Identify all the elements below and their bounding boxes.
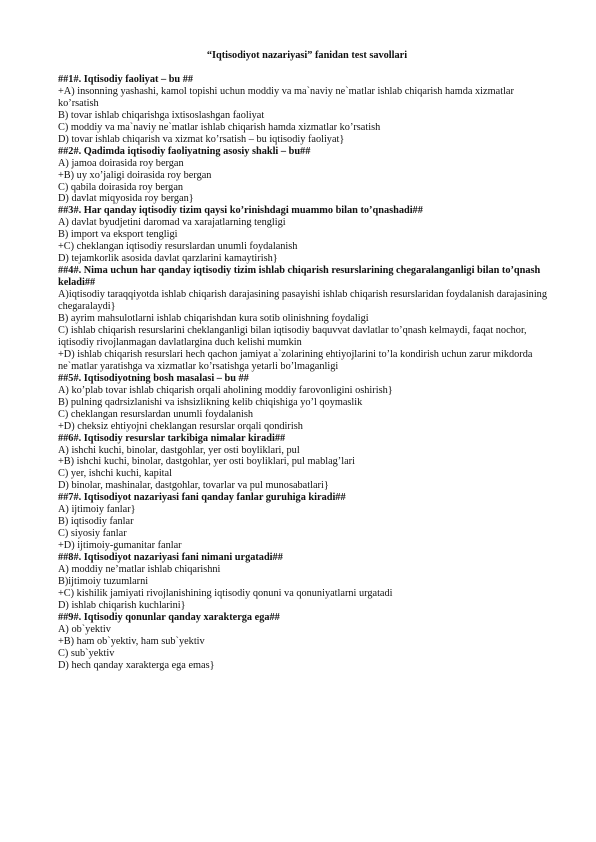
- answer-option: B) ayrim mahsulotlarni ishlab chiqarishdan kura sotib olinishning foydaligi: [58, 313, 369, 325]
- answer-option: +D) ijtimoiy-gumanitar fanlar: [58, 540, 182, 552]
- answer-option: +C) cheklangan iqtisodiy resurslardan unumli foydalanish: [58, 241, 298, 253]
- answer-option: A) davlat byudjetini daromad va xarajatlarning tengligi: [58, 217, 286, 229]
- answer-option: B)ijtimoiy tuzumlarni: [58, 575, 149, 587]
- question-block: [58, 552, 556, 612]
- answer-option: B) import va eksport tengligi: [58, 229, 178, 241]
- answer-option: A) moddiy ne’matlar ishlab chiqarishni: [58, 564, 221, 576]
- question-text: ##1#. Iqtisodiy faoliyat – bu ##: [58, 73, 194, 85]
- page-title: “Iqtisodiyot nazariyasi” fanidan test savollari: [206, 50, 408, 61]
- answer-option: A)iqtisodiy taraqqiyotda ishlab chiqarish darajasining pasayishi ishlab chiqarish resurslaridan foydalanish darajasining chegaralaydi}: [58, 289, 547, 313]
- question-block: [58, 433, 556, 493]
- question-block: [58, 492, 556, 552]
- answer-option: +B) ham ob`yektiv, ham sub`yektiv: [58, 635, 205, 647]
- answer-option: +B) uy xo’jaligi doirasida roy bergan: [58, 169, 212, 181]
- answer-option: +A) insonning yashashi, kamol topishi uchun moddiy va ma`naviy ne`matlar ishlab chiqarish hamda xizmatlar ko’rsatish: [58, 85, 514, 109]
- answer-option: C) yer, ishchi kuchi, kapital: [58, 468, 172, 480]
- question-text: ##3#. Har qanday iqtisodiy tizim qaysi ko’rinishdagi muammo bilan to’qnashadi##: [58, 205, 423, 217]
- answer-option: D) tovar ishlab chiqarish va xizmat ko’rsatish – bu iqtisodiy faoliyat}: [58, 133, 345, 145]
- question-text: ##7#. Iqtisodiyot nazariyasi fani qanday fanlar guruhiga kiradi##: [58, 492, 346, 504]
- answer-option: +B) ishchi kuchi, binolar, dastgohlar, yer osti boyliklari, pul mablag’lari: [58, 456, 355, 468]
- question-text: ##4#. Nima uchun har qanday iqtisodiy tizim ishlab chiqarish resurslarining chegaralanganligi bilan to’qnash keladi##: [58, 265, 541, 289]
- answer-option: +D) ishlab chiqarish resurslari hech qachon jamiyat a`zolarining ehtiyojlarini to’la kondirish uchun zarur mikdorda ne`matlar yaratishga va xizmatlar ko’rsatishga yetarli bo’lmaganligi: [58, 348, 533, 372]
- answer-option: A) ob`yektiv: [58, 623, 111, 635]
- answer-option: C) ishlab chiqarish resurslarini cheklanganligi bilan iqtisodiy baquvvat davlatlar to’qnash kelmaydi, faqat nochor, iqtisodiy rivojlanmagan davlatlargina duch kelishi mumkin: [58, 324, 527, 348]
- answer-option: +C) kishilik jamiyati rivojlanishining iqtisodiy qonuni va qonuniyatlarni urgatadi: [58, 587, 393, 599]
- answer-option: A) ishchi kuchi, binolar, dastgohlar, yer osti boyliklari, pul: [58, 444, 300, 456]
- answer-option: D) tejamkorlik asosida davlat qarzlarini kamaytirish}: [58, 253, 278, 265]
- question-block: [58, 205, 556, 265]
- question-text: ##8#. Iqtisodiyot nazariyasi fani nimani urgatadi##: [58, 552, 283, 564]
- answer-option: D) binolar, mashinalar, dastgohlar, tovarlar va pul munosabatlari}: [58, 480, 329, 492]
- question-text: ##5#. Iqtisodiyotning bosh masalasi – bu ##: [58, 372, 249, 384]
- answer-option: A) ijtimoiy fanlar}: [58, 504, 136, 516]
- question-text: ##2#. Qadimda iqtisodiy faoliyatning asosiy shakli – bu##: [58, 145, 311, 157]
- answer-option: D) hech qanday xarakterga ega emas}: [58, 659, 215, 671]
- answer-option: A) ko’plab tovar ishlab chiqarish orqali aholining moddiy farovonligini oshirish}: [58, 384, 393, 396]
- question-block: [58, 146, 556, 206]
- question-text: ##6#. Iqtisodiy resurslar tarkibiga nimalar kiradi##: [58, 432, 286, 444]
- answer-option: A) jamoa doirasida roy bergan: [58, 157, 184, 169]
- question-text: ##9#. Iqtisodiy qonunlar qanday xarakterga ega##: [58, 611, 280, 623]
- answer-option: D) davlat miqyosida roy bergan}: [58, 193, 194, 205]
- answer-option: D) ishlab chiqarish kuchlarini}: [58, 599, 186, 611]
- answer-option: C) moddiy va ma`naviy ne`matlar ishlab chiqarish hamda xizmatlar ko’rsatish: [58, 121, 381, 133]
- answer-option: B) pulning qadrsizlanishi va ishsizlikning kelib chiqishiga yo’l qoymaslik: [58, 396, 363, 408]
- question-list: [58, 74, 556, 672]
- answer-option: +D) cheksiz ehtiyojni cheklangan resurslar orqali qondirish: [58, 420, 303, 432]
- question-block: [58, 265, 556, 373]
- answer-option: C) cheklangan resurslardan unumli foydalanish: [58, 408, 254, 420]
- answer-option: B) iqtisodiy fanlar: [58, 516, 134, 528]
- answer-option: B) tovar ishlab chiqarishga ixtisoslashgan faoliyat: [58, 109, 265, 121]
- answer-option: C) siyosiy fanlar: [58, 528, 127, 540]
- answer-option: C) sub`yektiv: [58, 647, 115, 659]
- answer-option: C) qabila doirasida roy bergan: [58, 181, 184, 193]
- question-block: [58, 373, 556, 433]
- question-block: [58, 612, 556, 672]
- question-block: [58, 74, 556, 146]
